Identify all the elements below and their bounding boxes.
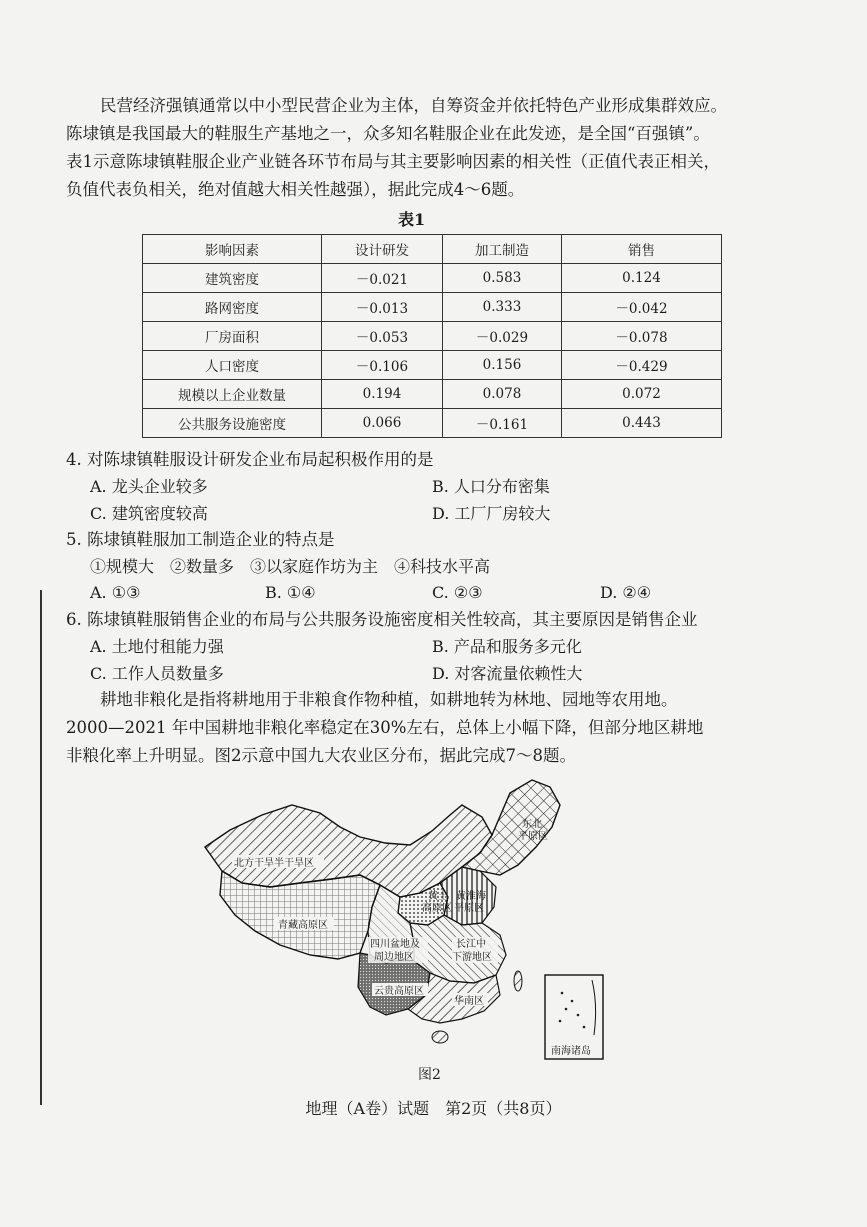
label-qingzang: 青藏高原区 [278,920,328,931]
intro2-line-3: 非粮化率上升明显。图2示意中国九大农业区分布，据此完成7～8题。 [66,746,576,765]
label-northeast: 东北 [522,819,542,830]
header-manufacture: 加工制造 [443,235,562,264]
table-cell: －0.053 [322,322,443,351]
label-sichuan-2: 周边地区 [374,952,414,963]
correlation-table [142,234,722,438]
intro2-paragraph [66,686,826,770]
table-cell: 0.078 [443,380,562,409]
q4-option-b[interactable]: B. 人口分布密集 [432,477,550,496]
island-taiwan [514,971,522,991]
table-cell: 厂房面积 [143,322,322,351]
inset-islands [559,992,586,1029]
table-cell: －0.021 [322,264,443,293]
intro-paragraph [66,92,826,204]
table-cell: －0.013 [322,293,443,322]
label-north-arid: 北方干旱半干旱区 [234,858,314,869]
label-loess: 黄土 [428,891,448,902]
q6-option-d[interactable]: D. 对客流量依赖性大 [432,664,583,683]
table-cell: －0.078 [562,322,722,351]
q5-option-b[interactable]: B. ①④ [265,583,316,602]
table-row [143,293,722,322]
table-cell: 0.124 [562,264,722,293]
label-yangtze: 长江中 [456,939,486,950]
map-svg [200,775,620,1065]
label-south: 华南区 [454,996,484,1007]
intro-line-3: 表1示意陈埭镇鞋服企业产业链各环节布局与其主要影响因素的相关性（正值代表正相关， [66,152,720,171]
label-huanghuaihai: 黄淮海 [456,891,486,902]
q5-statements: ①规模大 ②数量多 ③以家庭作坊为主 ④科技水平高 [90,557,491,576]
label-sichuan: 四川盆地及 [370,939,420,950]
label-huanghuaihai-2: 平原区 [454,903,484,914]
label-nanhai: 南海诸岛 [551,1046,591,1057]
q4-option-c[interactable]: C. 建筑密度较高 [90,504,208,523]
table-cell: 0.066 [322,409,443,438]
table-cell: 建筑密度 [143,264,322,293]
q6-option-a[interactable]: A. 土地付租能力强 [90,637,224,656]
table-row [143,264,722,293]
label-northeast-2: 平原区 [518,831,548,842]
header-factor: 影响因素 [143,235,322,264]
region-qingzang [220,871,380,959]
table-header-row [143,235,722,264]
table-cell: －0.429 [562,351,722,380]
q5-option-c[interactable]: C. ②③ [432,583,483,602]
table-cell: 0.072 [562,380,722,409]
intro-line-1: 民营经济强镇通常以中小型民营企业为主体，自筹资金并依托特色产业形成集群效应。 [100,96,727,115]
table-cell: 规模以上企业数量 [143,380,322,409]
label-loess-2: 高原区 [422,903,452,914]
table-cell: 0.333 [443,293,562,322]
island-hainan [432,1031,448,1043]
table-cell: 0.583 [443,264,562,293]
table-row [143,351,722,380]
q5-option-a[interactable]: A. ①③ [90,583,141,602]
table-row [143,322,722,351]
table-cell: 路网密度 [143,293,322,322]
label-yungui: 云贵高原区 [374,986,424,997]
table-caption: 表1 [398,210,426,229]
inset-coast [592,980,596,1035]
table-cell: －0.106 [322,351,443,380]
table-cell: －0.161 [443,409,562,438]
q4-option-d[interactable]: D. 工厂厂房较大 [432,504,551,523]
q6-option-b[interactable]: B. 产品和服务多元化 [432,637,582,656]
q6-option-c[interactable]: C. 工作人员数量多 [90,664,224,683]
binding-margin-line [40,590,42,1105]
q4-option-a[interactable]: A. 龙头企业较多 [90,477,208,496]
intro-line-4: 负值代表负相关，绝对值越大相关性越强），据此完成4～6题。 [66,180,525,199]
table-row [143,380,722,409]
table-cell: －0.042 [562,293,722,322]
table-cell: 公共服务设施密度 [143,409,322,438]
header-sales: 销售 [562,235,722,264]
figure-caption: 图2 [418,1067,441,1083]
table-cell: 0.443 [562,409,722,438]
table-cell: 0.194 [322,380,443,409]
china-agri-regions-map [200,775,620,1065]
page-footer: 地理（A卷）试题 第2页（共8页） [305,1099,562,1118]
intro-line-2: 陈埭镇是我国最大的鞋服生产基地之一，众多知名鞋服企业在此发迹，是全国“百强镇”。 [66,124,710,143]
table-row [143,409,722,438]
intro2-line-2: 2000—2021 年中国耕地非粮化率稳定在30%左右，总体上小幅下降，但部分地区耕地 [66,718,704,737]
q5-option-d[interactable]: D. ②④ [600,583,652,602]
header-design: 设计研发 [322,235,443,264]
intro2-line-1: 耕地非粮化是指将耕地用于非粮食作物种植，如耕地转为林地、园地等农用地。 [100,690,678,709]
question-5-stem: 5. 陈埭镇鞋服加工制造企业的特点是 [66,530,335,549]
table-cell: 0.156 [443,351,562,380]
label-yangtze-2: 下游地区 [452,952,492,963]
table-cell: －0.029 [443,322,562,351]
question-4-stem: 4. 对陈埭镇鞋服设计研发企业布局起积极作用的是 [66,450,434,469]
question-6-stem: 6. 陈埭镇鞋服销售企业的布局与公共服务设施密度相关性较高，其主要原因是销售企业 [66,610,698,629]
table-cell: 人口密度 [143,351,322,380]
